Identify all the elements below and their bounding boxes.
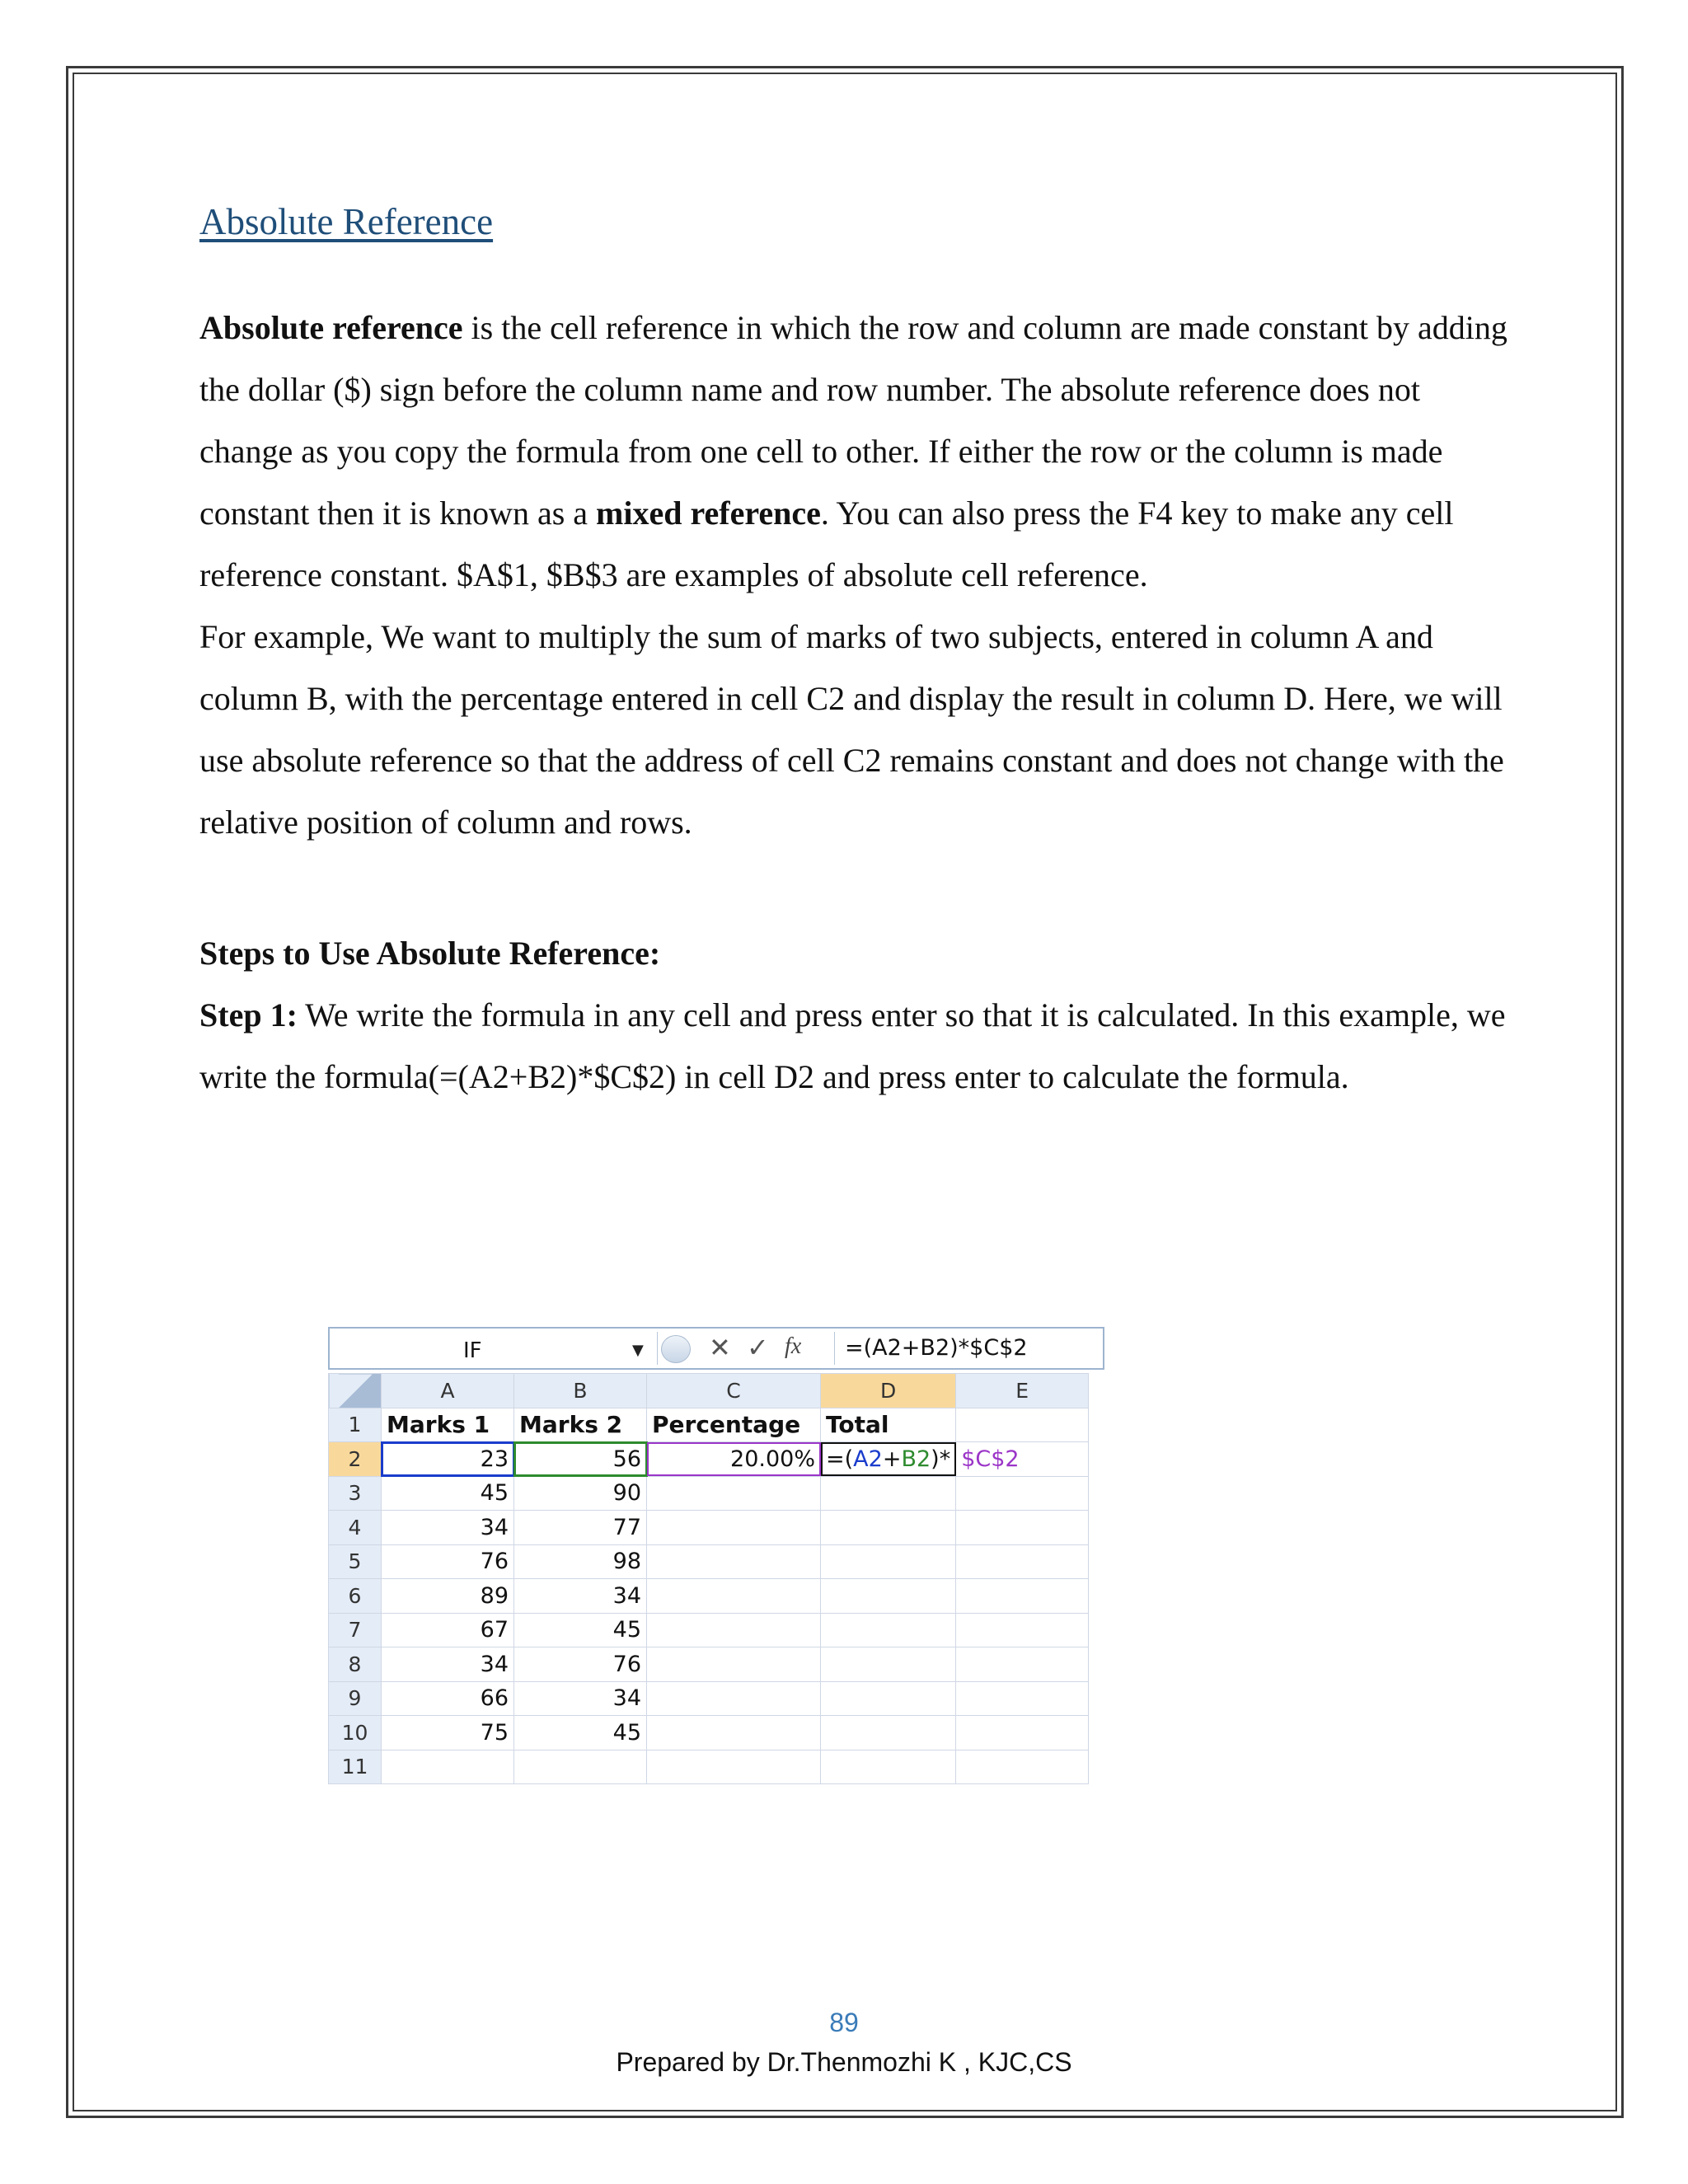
spreadsheet-screenshot	[328, 1327, 1104, 1801]
column-header-b[interactable]: B	[514, 1374, 647, 1408]
cell-a5[interactable]: 76	[382, 1544, 514, 1579]
cell-d8[interactable]	[821, 1647, 956, 1682]
cell-a10[interactable]: 75	[382, 1716, 514, 1750]
formula-ref-c2: $C$2	[961, 1446, 1020, 1472]
cell-d2-editing[interactable]	[821, 1442, 956, 1477]
cancel-icon[interactable]: ✕	[709, 1332, 731, 1363]
row-header[interactable]: 4	[329, 1511, 382, 1545]
table-row	[329, 1476, 1089, 1511]
dropdown-icon[interactable]: ▼	[632, 1342, 644, 1359]
cell-a6[interactable]: 89	[382, 1579, 514, 1614]
cell-a3[interactable]: 45	[382, 1476, 514, 1511]
table-row	[329, 1716, 1089, 1750]
cell-d9[interactable]	[821, 1681, 956, 1716]
cell-e10[interactable]	[956, 1716, 1089, 1750]
cell-c6[interactable]	[647, 1579, 821, 1614]
cell-e6[interactable]	[956, 1579, 1089, 1614]
intro-text-1: is the cell reference in which the row and column are made constant by adding the dollar ($) sign before the column name and row number. The absolute reference does not change as you copy the formula from one cell to other. If either the row or the column is made constant then it is known as a	[199, 309, 1507, 532]
cell-b5[interactable]: 98	[514, 1544, 647, 1579]
cell-b9[interactable]: 34	[514, 1681, 647, 1716]
cell-a11[interactable]	[382, 1750, 514, 1784]
mixed-reference-term: mixed reference	[596, 494, 821, 532]
row-header[interactable]: 1	[329, 1408, 382, 1442]
cell-d1[interactable]: Total	[821, 1408, 956, 1442]
page-number: 89	[829, 2008, 859, 2037]
column-header-row	[329, 1374, 1089, 1408]
absolute-reference-term: Absolute reference	[199, 309, 463, 346]
cell-e11[interactable]	[956, 1750, 1089, 1784]
table-row	[329, 1442, 1089, 1477]
cell-b3[interactable]: 90	[514, 1476, 647, 1511]
enter-icon[interactable]: ✓	[747, 1332, 769, 1363]
cell-d3[interactable]	[821, 1476, 956, 1511]
name-box[interactable]	[331, 1332, 658, 1365]
table-row	[329, 1647, 1089, 1682]
cell-d6[interactable]	[821, 1579, 956, 1614]
table-row	[329, 1613, 1089, 1647]
cell-a9[interactable]: 66	[382, 1681, 514, 1716]
formula-ref-a2: A2	[853, 1446, 883, 1472]
cell-a2[interactable]: 23	[382, 1442, 514, 1477]
cell-d11[interactable]	[821, 1750, 956, 1784]
footer-credit: Prepared by Dr.Thenmozhi K , KJC,CS	[616, 2047, 1072, 2077]
column-header-a[interactable]: A	[382, 1374, 514, 1408]
cell-a4[interactable]: 34	[382, 1511, 514, 1545]
cell-b10[interactable]: 45	[514, 1716, 647, 1750]
formula-ref-b2: B2	[901, 1446, 931, 1472]
row-header[interactable]: 5	[329, 1544, 382, 1579]
cell-c4[interactable]	[647, 1511, 821, 1545]
cell-b1[interactable]: Marks 2	[514, 1408, 647, 1442]
cell-e4[interactable]	[956, 1511, 1089, 1545]
row-header[interactable]: 9	[329, 1681, 382, 1716]
cell-a8[interactable]: 34	[382, 1647, 514, 1682]
cell-b4[interactable]: 77	[514, 1511, 647, 1545]
example-paragraph: For example, We want to multiply the sum of marks of two subjects, entered in column A and column B, with the percentage entered in cell C2 and display the result in column D. Here, we will use absolute reference so that the address of cell C2 remains constant and does not change with the relative position of column and rows.	[199, 618, 1504, 841]
row-header[interactable]: 10	[329, 1716, 382, 1750]
cell-b2[interactable]: 56	[514, 1442, 647, 1477]
cell-e3[interactable]	[956, 1476, 1089, 1511]
formula-part: =(	[826, 1446, 854, 1472]
cell-e8[interactable]	[956, 1647, 1089, 1682]
select-all-corner[interactable]	[329, 1374, 382, 1408]
cell-a7[interactable]: 67	[382, 1613, 514, 1647]
cell-e2[interactable]	[956, 1442, 1089, 1477]
formula-bar	[328, 1327, 1104, 1370]
row-header[interactable]: 11	[329, 1750, 382, 1784]
cell-c5[interactable]	[647, 1544, 821, 1579]
document-body	[199, 190, 1510, 1108]
cell-c7[interactable]	[647, 1613, 821, 1647]
step1-paragraph	[199, 984, 1510, 1108]
cell-d10[interactable]	[821, 1716, 956, 1750]
column-header-c[interactable]: C	[647, 1374, 821, 1408]
cell-c8[interactable]	[647, 1647, 821, 1682]
name-box-value: IF	[463, 1338, 482, 1363]
table-row	[329, 1579, 1089, 1614]
column-header-e[interactable]: E	[956, 1374, 1089, 1408]
cell-c10[interactable]	[647, 1716, 821, 1750]
step1-label: Step 1:	[199, 996, 298, 1033]
steps-title: Steps to Use Absolute Reference:	[199, 935, 661, 972]
table-row	[329, 1750, 1089, 1784]
table-row	[329, 1681, 1089, 1716]
cell-b8[interactable]: 76	[514, 1647, 647, 1682]
cell-c2[interactable]: 20.00%	[647, 1442, 821, 1477]
cell-a1[interactable]: Marks 1	[382, 1408, 514, 1442]
cell-c9[interactable]	[647, 1681, 821, 1716]
table-row	[329, 1408, 1089, 1442]
row-header[interactable]: 3	[329, 1476, 382, 1511]
cell-c1[interactable]: Percentage	[647, 1408, 821, 1442]
intro-text-2: . You can also press the F4 key to make any cell reference constant. $A$1, $B$3 are examples of absolute cell reference.	[199, 494, 1454, 593]
cell-c3[interactable]	[647, 1476, 821, 1511]
cell-c11[interactable]	[647, 1750, 821, 1784]
section-heading: Absolute Reference	[199, 201, 494, 242]
cell-e1[interactable]	[956, 1408, 1089, 1442]
table-row	[329, 1511, 1089, 1545]
cell-d4[interactable]	[821, 1511, 956, 1545]
cell-b7[interactable]: 45	[514, 1613, 647, 1647]
circle-icon	[661, 1335, 691, 1363]
fx-icon[interactable]: fx	[785, 1333, 802, 1359]
worksheet-grid	[328, 1373, 1089, 1784]
cell-d5[interactable]	[821, 1544, 956, 1579]
formula-part: +	[882, 1446, 902, 1472]
cell-e5[interactable]	[956, 1544, 1089, 1579]
table-row	[329, 1544, 1089, 1579]
row-header[interactable]: 6	[329, 1579, 382, 1614]
row-header[interactable]: 7	[329, 1613, 382, 1647]
row-header[interactable]: 2	[329, 1442, 382, 1477]
cell-d7[interactable]	[821, 1613, 956, 1647]
intro-paragraph	[199, 297, 1510, 606]
cell-b6[interactable]: 34	[514, 1579, 647, 1614]
cell-b11[interactable]	[514, 1750, 647, 1784]
column-header-d[interactable]: D	[821, 1374, 956, 1408]
row-header[interactable]: 8	[329, 1647, 382, 1682]
formula-input[interactable]: =(A2+B2)*$C$2	[834, 1332, 1109, 1365]
formula-part: )*	[931, 1446, 951, 1472]
cell-e7[interactable]	[956, 1613, 1089, 1647]
formula-tools	[661, 1332, 830, 1365]
step1-text: We write the formula in any cell and press enter so that it is calculated. In this example, we write the formula(=(A2+B2)*$C$2) in cell D2 and press enter to calculate the formula.	[199, 996, 1506, 1095]
cell-e9[interactable]	[956, 1681, 1089, 1716]
